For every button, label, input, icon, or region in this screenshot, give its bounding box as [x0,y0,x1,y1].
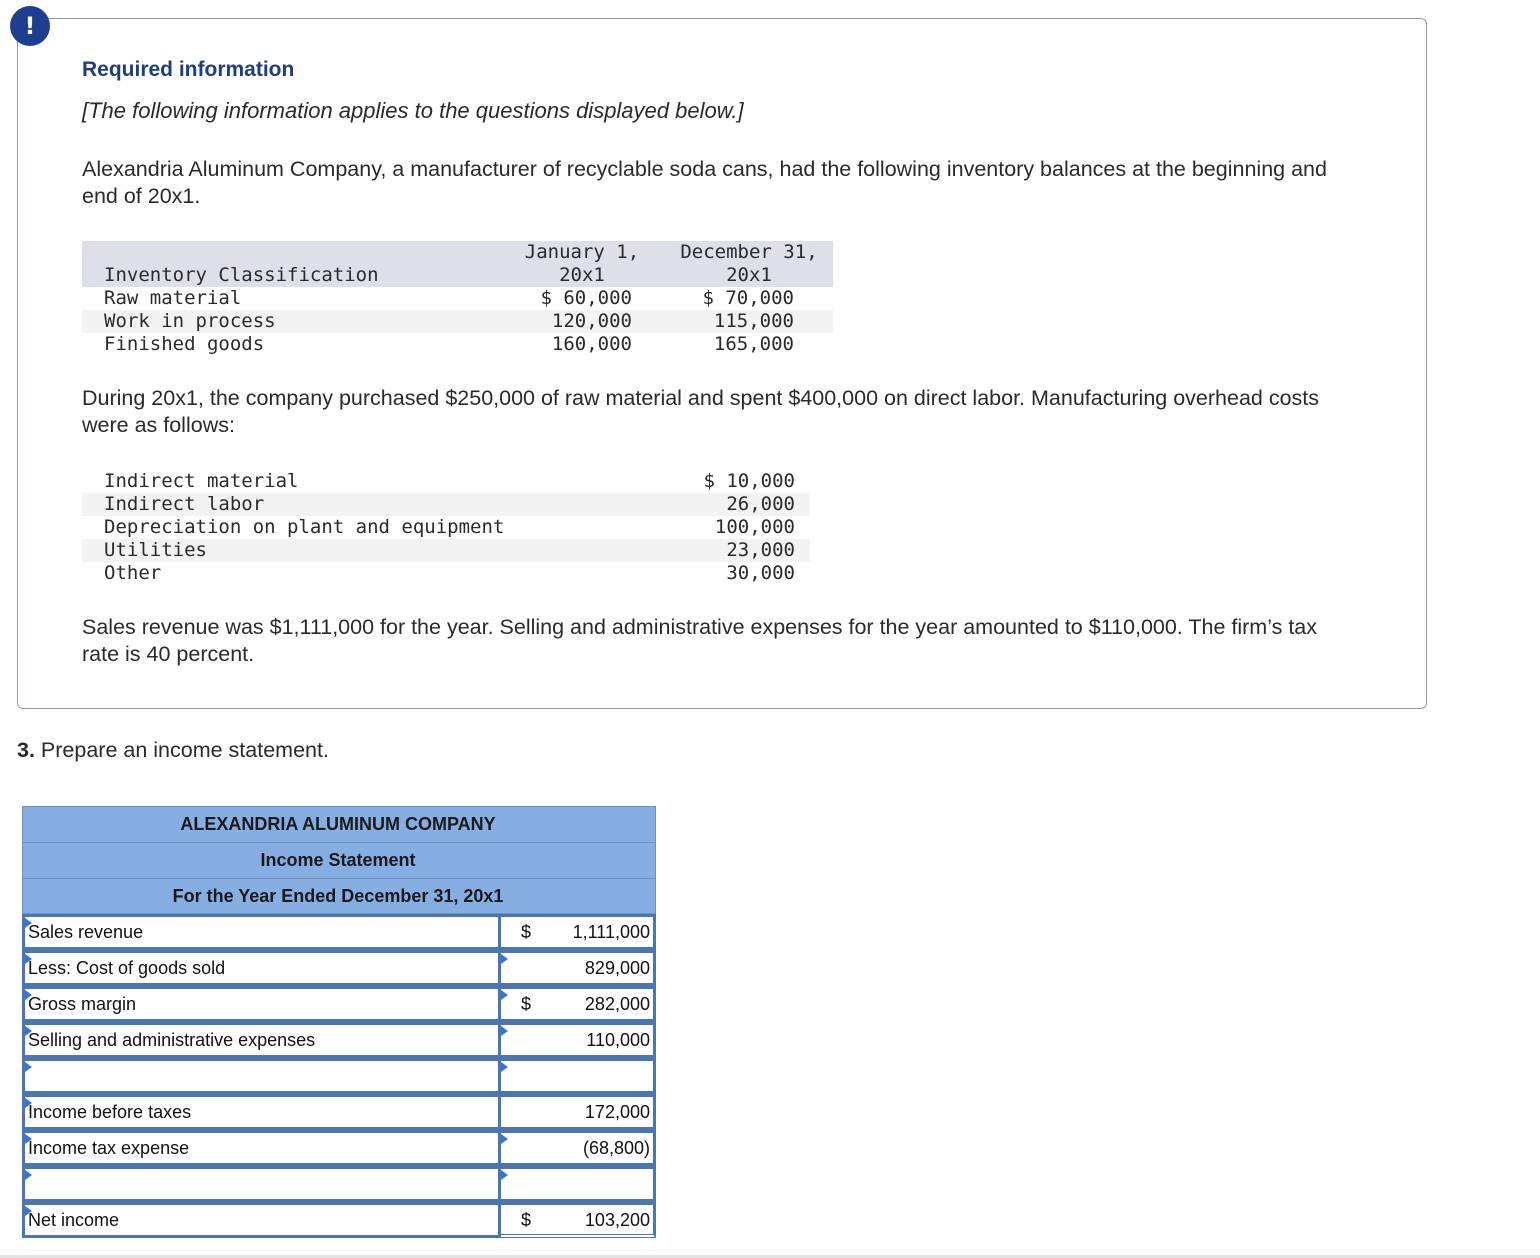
amount-input[interactable] [501,950,656,986]
dropdown-marker-icon [25,1026,32,1036]
line-item-label: Gross margin [28,994,137,1014]
amount-value: 172,000 [584,1102,650,1122]
statement-period-header [22,878,656,914]
dropdown-marker-icon [501,954,508,964]
line-item-label-input[interactable] [22,1058,501,1094]
overhead-row [82,470,810,493]
overhead-row [82,516,810,539]
overhead-value: 30,000 [726,562,795,584]
amount-input[interactable] [501,1130,656,1166]
amount-value: 829,000 [584,958,650,978]
overhead-label: Indirect labor [104,493,265,515]
question-3 [17,738,329,763]
dropdown-marker-icon [25,918,32,928]
inventory-dec-value: $ 70,000 [702,287,794,309]
amount-value: (68,800) [582,1138,650,1158]
inventory-row [82,310,833,333]
inventory-row [82,333,833,356]
statement-row [22,1058,656,1094]
required-info-note: [The following information applies to the questions displayed below.] [82,98,744,123]
amount-input[interactable] [501,1022,656,1058]
statement-row [22,1130,656,1166]
amount-input[interactable] [501,1202,656,1238]
inventory-label: Work in process [104,310,276,332]
overhead-label: Depreciation on plant and equipment [104,516,505,538]
dropdown-marker-icon [25,1098,32,1108]
line-item-label-input[interactable] [22,1130,501,1166]
overhead-label: Utilities [104,539,207,561]
statement-row [22,1202,656,1238]
inventory-jan-value: $ 60,000 [540,287,632,309]
line-item-label: Sales revenue [28,922,144,942]
currency-symbol: $ [521,1210,532,1230]
inventory-jan-value: 160,000 [551,333,632,355]
statement-title-header [22,842,656,878]
overhead-value: 23,000 [726,539,795,561]
overhead-row [82,493,810,516]
statement-row [22,914,656,950]
dropdown-marker-icon [25,990,32,1000]
inventory-label: Raw material [104,287,242,309]
statement-row [22,1166,656,1202]
statement-row [22,986,656,1022]
line-item-label: Income tax expense [28,1138,190,1158]
line-item-label: Less: Cost of goods sold [28,958,226,978]
currency-symbol: $ [521,922,532,942]
overhead-label: Other [104,562,162,584]
income-statement [22,806,656,1238]
amount-value: 103,200 [584,1210,650,1230]
line-item-label-input[interactable] [22,1094,501,1130]
line-item-label-input[interactable] [22,1166,501,1202]
amount-value: 1,111,000 [572,922,650,942]
amount-input[interactable] [501,914,656,950]
overhead-table [82,470,810,585]
inventory-label: Finished goods [104,333,265,355]
line-item-label: Selling and administrative expenses [28,1030,316,1050]
line-item-label: Net income [28,1210,120,1230]
overhead-value: 100,000 [714,516,795,538]
dropdown-marker-icon [25,1134,32,1144]
statement-row [22,1022,656,1058]
amount-input[interactable] [501,1094,656,1130]
line-item-label: Income before taxes [28,1102,192,1122]
overhead-value: 26,000 [726,493,795,515]
dropdown-marker-icon [25,1062,32,1072]
inventory-jan-value: 120,000 [551,310,632,332]
amount-value: 110,000 [586,1030,650,1050]
overhead-value: $ 10,000 [703,470,795,492]
header-classification: Inventory Classification [104,264,379,286]
amount-input[interactable] [501,986,656,1022]
overhead-label: Indirect material [104,470,299,492]
purchase-paragraph: During 20x1, the company purchased $250,000 of raw material and spent $400,000 on direct labor. Manufacturing overhead costs were as follows: [82,386,1320,437]
statement-row [22,1094,656,1130]
line-item-label-input[interactable] [22,1202,501,1238]
dropdown-marker-icon [25,1206,32,1216]
question-text: Prepare an income statement. [34,738,329,762]
dropdown-marker-icon [501,1026,508,1036]
required-info-title: Required information [82,58,295,81]
inventory-table [82,241,833,356]
inventory-row [82,287,833,310]
company-name: ALEXANDRIA ALUMINUM COMPANY [180,814,496,834]
amount-input[interactable] [501,1166,656,1202]
dropdown-marker-icon [501,990,508,1000]
header-january: January 1, 20x1 [524,241,640,286]
inventory-dec-value: 165,000 [713,333,794,355]
amount-value: 282,000 [584,994,650,1014]
line-item-label-input[interactable] [22,986,501,1022]
line-item-label-input[interactable] [22,914,501,950]
inventory-dec-value: 115,000 [713,310,794,332]
question-number: 3. [17,738,35,762]
currency-symbol: $ [521,994,532,1014]
line-item-label-input[interactable] [22,1022,501,1058]
header-december: December 31, 20x1 [680,241,818,286]
sales-paragraph: Sales revenue was $1,111,000 for the year. Selling and administrative expenses for the year amounted to $110,000. The firm’s tax rate is 40 percent. [82,615,1318,666]
overhead-row [82,562,810,585]
inventory-header-row [82,241,833,287]
dropdown-marker-icon [501,1134,508,1144]
overhead-row [82,539,810,562]
intro-paragraph: Alexandria Aluminum Company, a manufacturer of recyclable soda cans, had the following inventory balances at the beginning and end of 20x1. [82,157,1327,208]
statement-company-header [22,806,656,842]
dropdown-marker-icon [25,954,32,964]
statement-period: For the Year Ended December 31, 20x1 [172,885,504,906]
dropdown-marker-icon [501,1062,508,1072]
statement-row [22,950,656,986]
line-item-label-input[interactable] [22,950,501,986]
alert-icon: ! [10,6,50,46]
amount-input[interactable] [501,1058,656,1094]
dropdown-marker-icon [25,1170,32,1180]
statement-title: Income Statement [260,850,416,870]
dropdown-marker-icon [501,1170,508,1180]
